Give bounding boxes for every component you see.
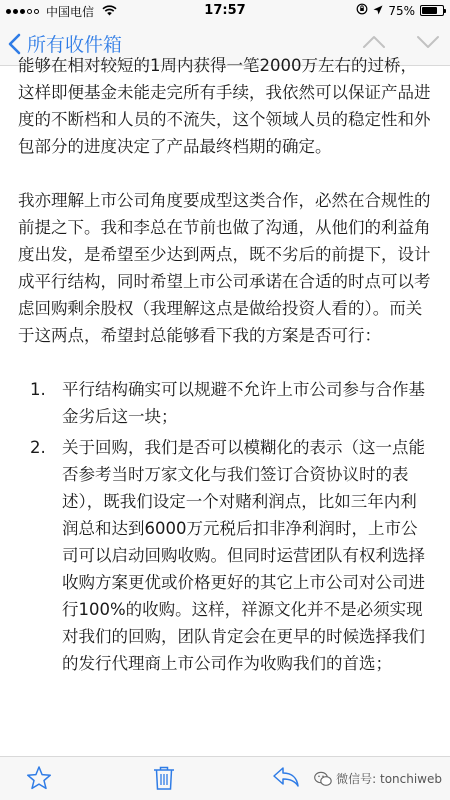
list-item-text: 平行结构确实可以规避不允许上市公司参与合作基金劣后这一块；: [62, 380, 425, 426]
email-body[interactable]: [0, 56, 450, 756]
chevron-down-icon: [416, 35, 440, 49]
next-message-button[interactable]: [416, 34, 440, 53]
rotation-lock-icon: [356, 3, 368, 18]
status-bar: [0, 0, 450, 22]
list-item: [30, 434, 432, 677]
previous-message-button[interactable]: [362, 34, 386, 53]
reply-icon: [272, 765, 300, 789]
paragraph-2: 我亦理解上市公司角度要成型这类合作，必然在合规性的前提之下。我和李总在节前也做了沟通，从他们的利益角度出发，是希望至少达到两点，既不劣后的前提下，设计成平行结构，同时希望上市公司承诺在合适的时点可以考虑回购剩余股权（我理解这点是做给投资人看的）。而关于这两点，希望封总能够看下我的方案是否可行：: [18, 191, 431, 345]
list-item-text: 关于回购，我们是否可以模糊化的表示（这一点能否参考当时万家文化与我们签订合资协议时的表述），既我们设定一个对赌利润点，比如三年内利润总和达到6000万元税后扣非净利润时，上市公司可以启动回购收购。但同时运营团队有权利选择收购方案更优或价格更好的其它上市公司对公司进行100%的收购。这样，祥源文化并不是必须实现对我们的回购，团队肯定会在更早的时候选择我们的发行代理商上市公司作为收购我们的首选；: [62, 438, 425, 673]
trash-button[interactable]: [152, 765, 176, 795]
wechat-watermark: [314, 770, 442, 787]
message-navigation: [362, 34, 440, 53]
paragraph-1: 能够在相对较短的1周内获得一笔2000万左右的过桥，这样即便基金未能走完所有手续，我依然可以保证产品进度的不断档和人员的不流失，这个领域人员的稳定性和外包部分的进度决定了产品最终档期的确定。: [18, 56, 431, 156]
bottom-toolbar: [0, 756, 450, 800]
back-button-label: 所有收件箱: [27, 34, 123, 56]
list-item-number: 1.: [30, 380, 46, 399]
battery-percent: 75%: [388, 3, 415, 18]
status-time: 17:57: [204, 3, 246, 18]
battery-icon: [420, 5, 444, 16]
trash-icon: [152, 765, 176, 791]
location-icon: [373, 4, 383, 18]
carrier-name: 中国电信: [46, 5, 95, 19]
flag-button[interactable]: [26, 765, 52, 795]
status-right: [356, 3, 444, 18]
list-item-number: 2.: [30, 438, 46, 457]
chevron-up-icon: [362, 35, 386, 49]
watermark-text: 微信号: tonchiweb: [336, 772, 442, 786]
list-item: [30, 376, 432, 430]
reply-button[interactable]: [272, 765, 300, 793]
star-icon: [26, 765, 52, 791]
wechat-icon: [314, 771, 332, 787]
body-paragraphs: [0, 52, 450, 349]
numbered-list: [0, 376, 450, 677]
